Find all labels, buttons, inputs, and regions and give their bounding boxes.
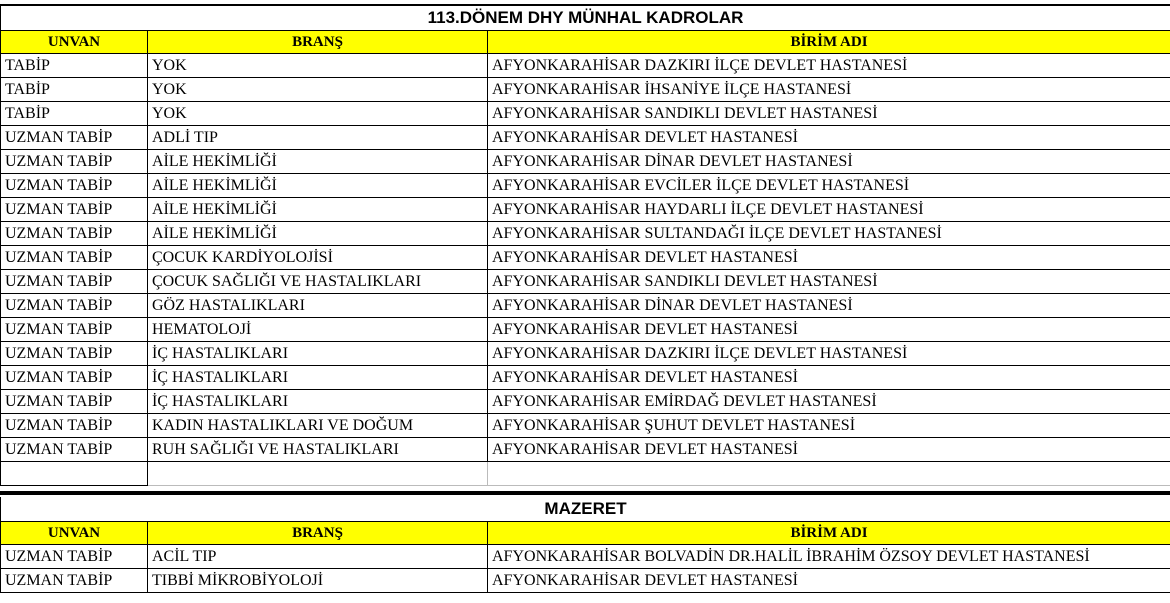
column-header-birim: BİRİM ADI <box>488 31 1170 54</box>
cell-brans: YOK <box>148 78 488 102</box>
cell-brans: ÇOCUK SAĞLIĞI VE HASTALIKLARI <box>148 270 488 294</box>
table-row <box>1 545 1170 569</box>
cell-unvan: TABİP <box>1 54 148 78</box>
cell-brans: YOK <box>148 102 488 126</box>
cell-birim: AFYONKARAHİSAR SULTANDAĞI İLÇE DEVLET HASTANESİ <box>488 222 1170 246</box>
table-row <box>1 78 1170 102</box>
excuse-positions-table <box>0 497 1170 593</box>
table-row <box>1 438 1170 462</box>
table-row <box>1 222 1170 246</box>
table-row <box>1 390 1170 414</box>
column-header-brans: BRANŞ <box>148 31 488 54</box>
cell-birim: AFYONKARAHİSAR DAZKIRI İLÇE DEVLET HASTANESİ <box>488 54 1170 78</box>
cell-brans: AİLE HEKİMLİĞİ <box>148 198 488 222</box>
table-row <box>1 174 1170 198</box>
cell-birim: AFYONKARAHİSAR ŞUHUT DEVLET HASTANESİ <box>488 414 1170 438</box>
section-title: 113.DÖNEM DHY MÜNHAL KADROLAR <box>1 5 1170 31</box>
table-row <box>1 102 1170 126</box>
cell-unvan: UZMAN TABİP <box>1 150 148 174</box>
cell-unvan: UZMAN TABİP <box>1 390 148 414</box>
cell-unvan: UZMAN TABİP <box>1 222 148 246</box>
cell-birim: AFYONKARAHİSAR DEVLET HASTANESİ <box>488 569 1170 593</box>
cell-brans: İÇ HASTALIKLARI <box>148 390 488 414</box>
cell-brans: AİLE HEKİMLİĞİ <box>148 174 488 198</box>
cell-birim: AFYONKARAHİSAR DİNAR DEVLET HASTANESİ <box>488 294 1170 318</box>
table-row <box>1 414 1170 438</box>
cell-unvan: UZMAN TABİP <box>1 126 148 150</box>
table-row <box>1 198 1170 222</box>
cell-brans: ÇOCUK KARDİYOLOJİSİ <box>148 246 488 270</box>
table-row <box>1 318 1170 342</box>
table-row <box>1 366 1170 390</box>
cell-brans: KADIN HASTALIKLARI VE DOĞUM <box>148 414 488 438</box>
table-row <box>1 246 1170 270</box>
empty-cell <box>148 462 488 486</box>
cell-unvan: UZMAN TABİP <box>1 569 148 593</box>
table-row <box>1 342 1170 366</box>
table-row <box>1 270 1170 294</box>
cell-birim: AFYONKARAHİSAR DEVLET HASTANESİ <box>488 366 1170 390</box>
cell-unvan: UZMAN TABİP <box>1 198 148 222</box>
cell-birim: AFYONKARAHİSAR SANDIKLI DEVLET HASTANESİ <box>488 270 1170 294</box>
cell-unvan: TABİP <box>1 102 148 126</box>
empty-cell <box>488 462 1170 486</box>
cell-unvan: TABİP <box>1 78 148 102</box>
cell-birim: AFYONKARAHİSAR EVCİLER İLÇE DEVLET HASTANESİ <box>488 174 1170 198</box>
cell-brans: ADLİ TIP <box>148 126 488 150</box>
cell-brans: RUH SAĞLIĞI VE HASTALIKLARI <box>148 438 488 462</box>
section-title: MAZERET <box>1 497 1170 522</box>
cell-unvan: UZMAN TABİP <box>1 366 148 390</box>
cell-birim: AFYONKARAHİSAR EMİRDAĞ DEVLET HASTANESİ <box>488 390 1170 414</box>
column-header-unvan: UNVAN <box>1 31 148 54</box>
cell-birim: AFYONKARAHİSAR DEVLET HASTANESİ <box>488 126 1170 150</box>
cell-brans: GÖZ HASTALIKLARI <box>148 294 488 318</box>
empty-row <box>1 462 1170 486</box>
cell-unvan: UZMAN TABİP <box>1 318 148 342</box>
cell-brans: TIBBİ MİKROBİYOLOJİ <box>148 569 488 593</box>
cell-unvan: UZMAN TABİP <box>1 545 148 569</box>
empty-cell <box>1 462 148 486</box>
column-header-brans: BRANŞ <box>148 522 488 545</box>
column-header-unvan: UNVAN <box>1 522 148 545</box>
cell-birim: AFYONKARAHİSAR HAYDARLI İLÇE DEVLET HASTANESİ <box>488 198 1170 222</box>
table-row <box>1 569 1170 593</box>
cell-birim: AFYONKARAHİSAR DİNAR DEVLET HASTANESİ <box>488 150 1170 174</box>
cell-brans: AİLE HEKİMLİĞİ <box>148 150 488 174</box>
cell-unvan: UZMAN TABİP <box>1 342 148 366</box>
cell-birim: AFYONKARAHİSAR SANDIKLI DEVLET HASTANESİ <box>488 102 1170 126</box>
cell-brans: HEMATOLOJİ <box>148 318 488 342</box>
cell-brans: AİLE HEKİMLİĞİ <box>148 222 488 246</box>
section-divider <box>0 491 1170 495</box>
cell-unvan: UZMAN TABİP <box>1 438 148 462</box>
cell-birim: AFYONKARAHİSAR İHSANİYE İLÇE HASTANESİ <box>488 78 1170 102</box>
table-row <box>1 126 1170 150</box>
table-row <box>1 294 1170 318</box>
cell-birim: AFYONKARAHİSAR DEVLET HASTANESİ <box>488 318 1170 342</box>
cell-brans: İÇ HASTALIKLARI <box>148 366 488 390</box>
table-row <box>1 54 1170 78</box>
cell-birim: AFYONKARAHİSAR DEVLET HASTANESİ <box>488 438 1170 462</box>
table-row <box>1 150 1170 174</box>
cell-brans: ACİL TIP <box>148 545 488 569</box>
cell-brans: İÇ HASTALIKLARI <box>148 342 488 366</box>
cell-unvan: UZMAN TABİP <box>1 174 148 198</box>
cell-brans: YOK <box>148 54 488 78</box>
cell-unvan: UZMAN TABİP <box>1 414 148 438</box>
cell-unvan: UZMAN TABİP <box>1 246 148 270</box>
cell-unvan: UZMAN TABİP <box>1 294 148 318</box>
cell-birim: AFYONKARAHİSAR DEVLET HASTANESİ <box>488 246 1170 270</box>
cell-birim: AFYONKARAHİSAR DAZKIRI İLÇE DEVLET HASTANESİ <box>488 342 1170 366</box>
cell-birim: AFYONKARAHİSAR BOLVADİN DR.HALİL İBRAHİM ÖZSOY DEVLET HASTANESİ <box>488 545 1170 569</box>
column-header-birim: BİRİM ADI <box>488 522 1170 545</box>
vacant-positions-table <box>0 4 1170 486</box>
cell-unvan: UZMAN TABİP <box>1 270 148 294</box>
